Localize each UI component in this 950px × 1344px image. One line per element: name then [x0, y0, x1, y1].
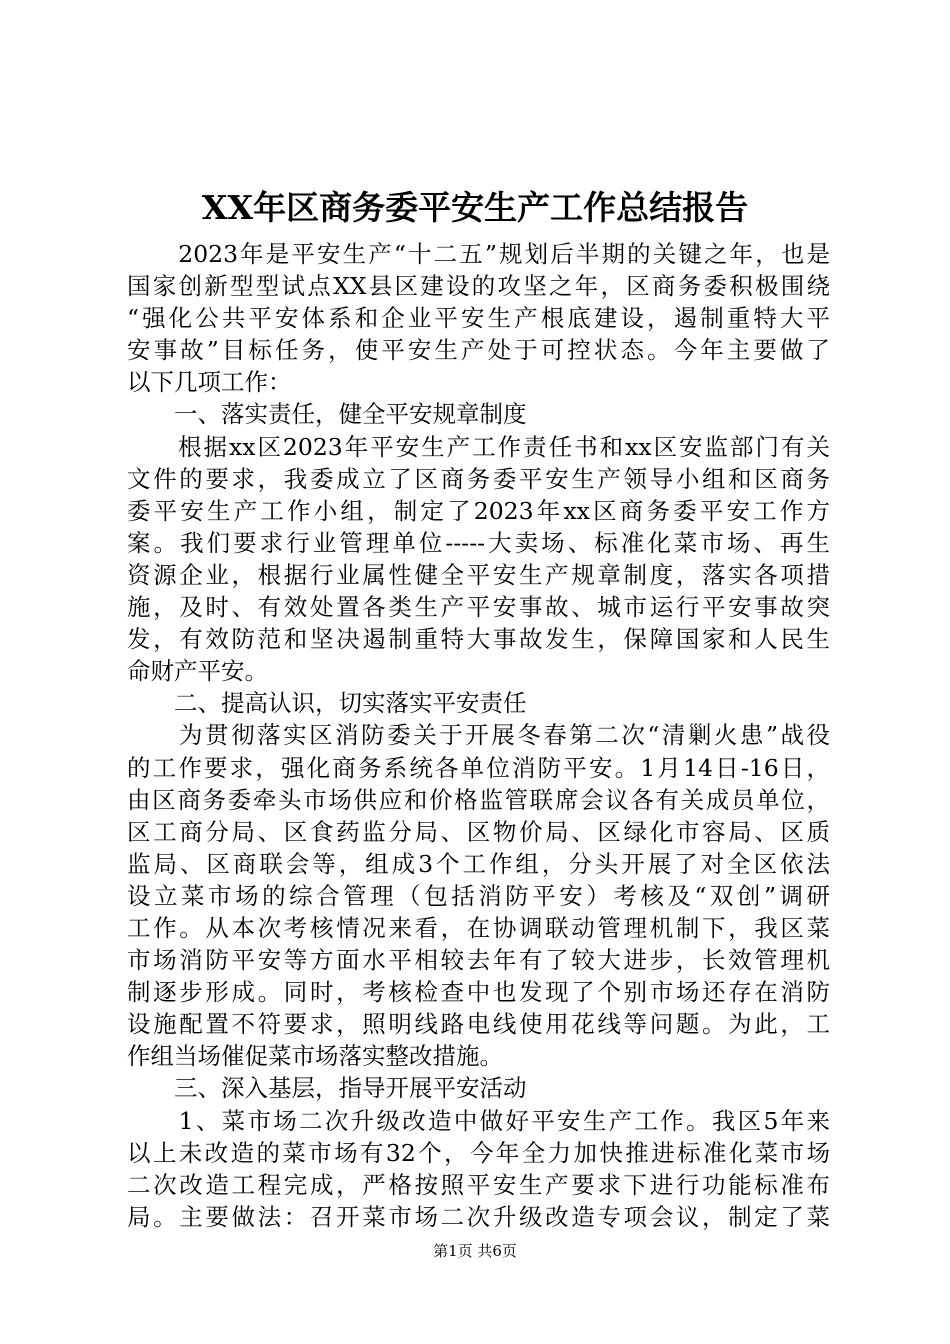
body-line: 设施配置不符要求，照明线路电线使用花线等问题。为此，工	[127, 1010, 830, 1039]
body-line: 施，及时、有效处置各类生产平安事故、城市运行平安事故突	[127, 593, 830, 622]
body-line: 为贯彻落实区消防委关于开展冬春第二次“清剿火患”战役	[127, 721, 830, 750]
body-line: 资源企业，根据行业属性健全平安生产规章制度，落实各项措	[127, 560, 830, 589]
body-line: 命财产平安。	[127, 657, 268, 686]
body-line: 三、深入基层，指导开展平安活动	[127, 1074, 527, 1103]
body-line: 设立菜市场的综合管理（包括消防平安）考核及“双创”调研	[127, 881, 830, 910]
body-line: “强化公共平安体系和企业平安生产根底建设，遏制重特大平	[127, 304, 830, 333]
document-body	[127, 238, 830, 1233]
body-line: 委平安生产工作小组，制定了2023年xx区商务委平安工作方	[127, 496, 830, 525]
body-line: 1、菜市场二次升级改造中做好平安生产工作。我区5年来	[127, 1106, 830, 1135]
body-line: 局。主要做法：召开菜市场二次升级改造专项会议，制定了菜	[127, 1202, 830, 1231]
document-title: XX年区商务委平安生产工作总结报告	[201, 188, 749, 227]
body-line: 案。我们要求行业管理单位-----大卖场、标准化菜市场、再生	[127, 528, 830, 557]
body-line: 区工商分局、区食药监分局、区物价局、区绿化市容局、区质	[127, 817, 830, 846]
page-footer: 第1页 共6页	[433, 1242, 517, 1260]
body-line: 监局、区商联会等，组成3个工作组，分头开展了对全区依法	[127, 849, 830, 878]
body-line: 文件的要求，我委成立了区商务委平安生产领导小组和区商务	[127, 464, 830, 493]
body-line: 根据xx区2023年平安生产工作责任书和xx区安监部门有关	[127, 432, 830, 461]
body-line: 安事故”目标任务，使平安生产处于可控状态。今年主要做了	[127, 336, 830, 365]
body-line: 制逐步形成。同时，考核检查中也发现了个别市场还存在消防	[127, 978, 830, 1007]
body-line: 国家创新型型试点XX县区建设的攻坚之年，区商务委积极围绕	[127, 272, 830, 301]
body-line: 作组当场催促菜市场落实整改措施。	[127, 1042, 503, 1071]
body-line: 二、提高认识，切实落实平安责任	[127, 689, 527, 718]
body-line: 的工作要求，强化商务系统各单位消防平安。1月14日-16日，	[127, 753, 830, 782]
body-line: 以上未改造的菜市场有32个，今年全力加快推进标准化菜市场	[127, 1138, 830, 1167]
body-line: 二次改造工程完成，严格按照平安生产要求下进行功能标准布	[127, 1170, 830, 1199]
body-line: 由区商务委牵头市场供应和价格监管联席会议各有关成员单位，	[127, 785, 830, 814]
body-line: 2023年是平安生产“十二五”规划后半期的关键之年，也是	[127, 240, 830, 268]
body-line: 市场消防平安等方面水平相较去年有了较大进步，长效管理机	[127, 946, 830, 975]
body-line: 以下几项工作：	[127, 368, 292, 397]
body-line: 一、落实责任，健全平安规章制度	[127, 400, 527, 429]
body-line: 发，有效防范和坚决遏制重特大事故发生，保障国家和人民生	[127, 625, 830, 654]
body-line: 工作。从本次考核情况来看，在协调联动管理机制下，我区菜	[127, 913, 830, 942]
